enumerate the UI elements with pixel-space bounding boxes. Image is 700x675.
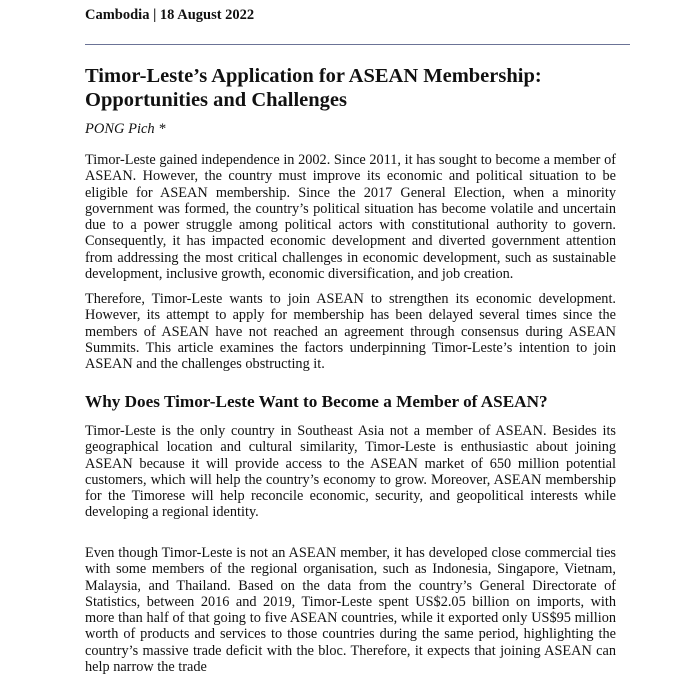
intro-paragraph-2: Therefore, Timor-Leste wants to join ASEAN to strengthen its economic development. However, its attempt to apply for membership has been delayed several times since the members of ASEAN have not reached an agreement through consensus during ASEAN Summits. This article examines the factors underpinning Timor-Leste’s intention to join ASEAN and the challenges obstructing it. <box>85 291 616 373</box>
intro-paragraph-1: Timor-Leste gained independence in 2002. Since 2011, it has sought to become a member of ASEAN. However, the country must improve its economic and political situation to be eligible for ASEAN membership. Since the 2017 General Election, when a minority government was formed, the country’s political situation has become volatile and uncertain due to a power struggle among political actors with constitutional authority to govern. Consequently, it has impacted economic development and diverted government attention from addressing the most critical challenges in economic development, such as sustainable development, inclusive growth, economic diversification, and job creation. <box>85 152 616 283</box>
article-title: Timor-Leste’s Application for ASEAN Membership: Opportunities and Challenges <box>85 65 542 111</box>
section-heading: Why Does Timor-Leste Want to Become a Member of ASEAN? <box>85 392 548 411</box>
author-byline: PONG Pich * <box>85 121 166 137</box>
dateline: Cambodia | 18 August 2022 <box>85 7 255 23</box>
section-paragraph-2: Even though Timor-Leste is not an ASEAN member, it has developed close commercial ties with some members of the regional organisation, such as Indonesia, Singapore, Vietnam, Malaysia, and Thailand. Based on the data from the country’s General Directorate of Statistics, between 2016 and 2019, Timor-Leste spent US$2.05 billion on imports, with more than half of that going to five ASEAN countries, while it exported only US$95 million worth of products and services to those countries during the same period, highlighting the country’s massive trade deficit with the bloc. Therefore, it expects that joining ASEAN can help narrow the trade <box>85 545 616 675</box>
header-divider <box>85 44 630 45</box>
section-paragraph-1: Timor-Leste is the only country in Southeast Asia not a member of ASEAN. Besides its geographical location and cultural similarity, Timor-Leste is enthusiastic about joining ASEAN because it will provide access to the ASEAN market of 650 million potential customers, which will help the country’s economy to grow. Moreover, ASEAN membership for the Timorese will help reconcile economic, security, and geopolitical interests while developing a regional identity. <box>85 423 616 521</box>
